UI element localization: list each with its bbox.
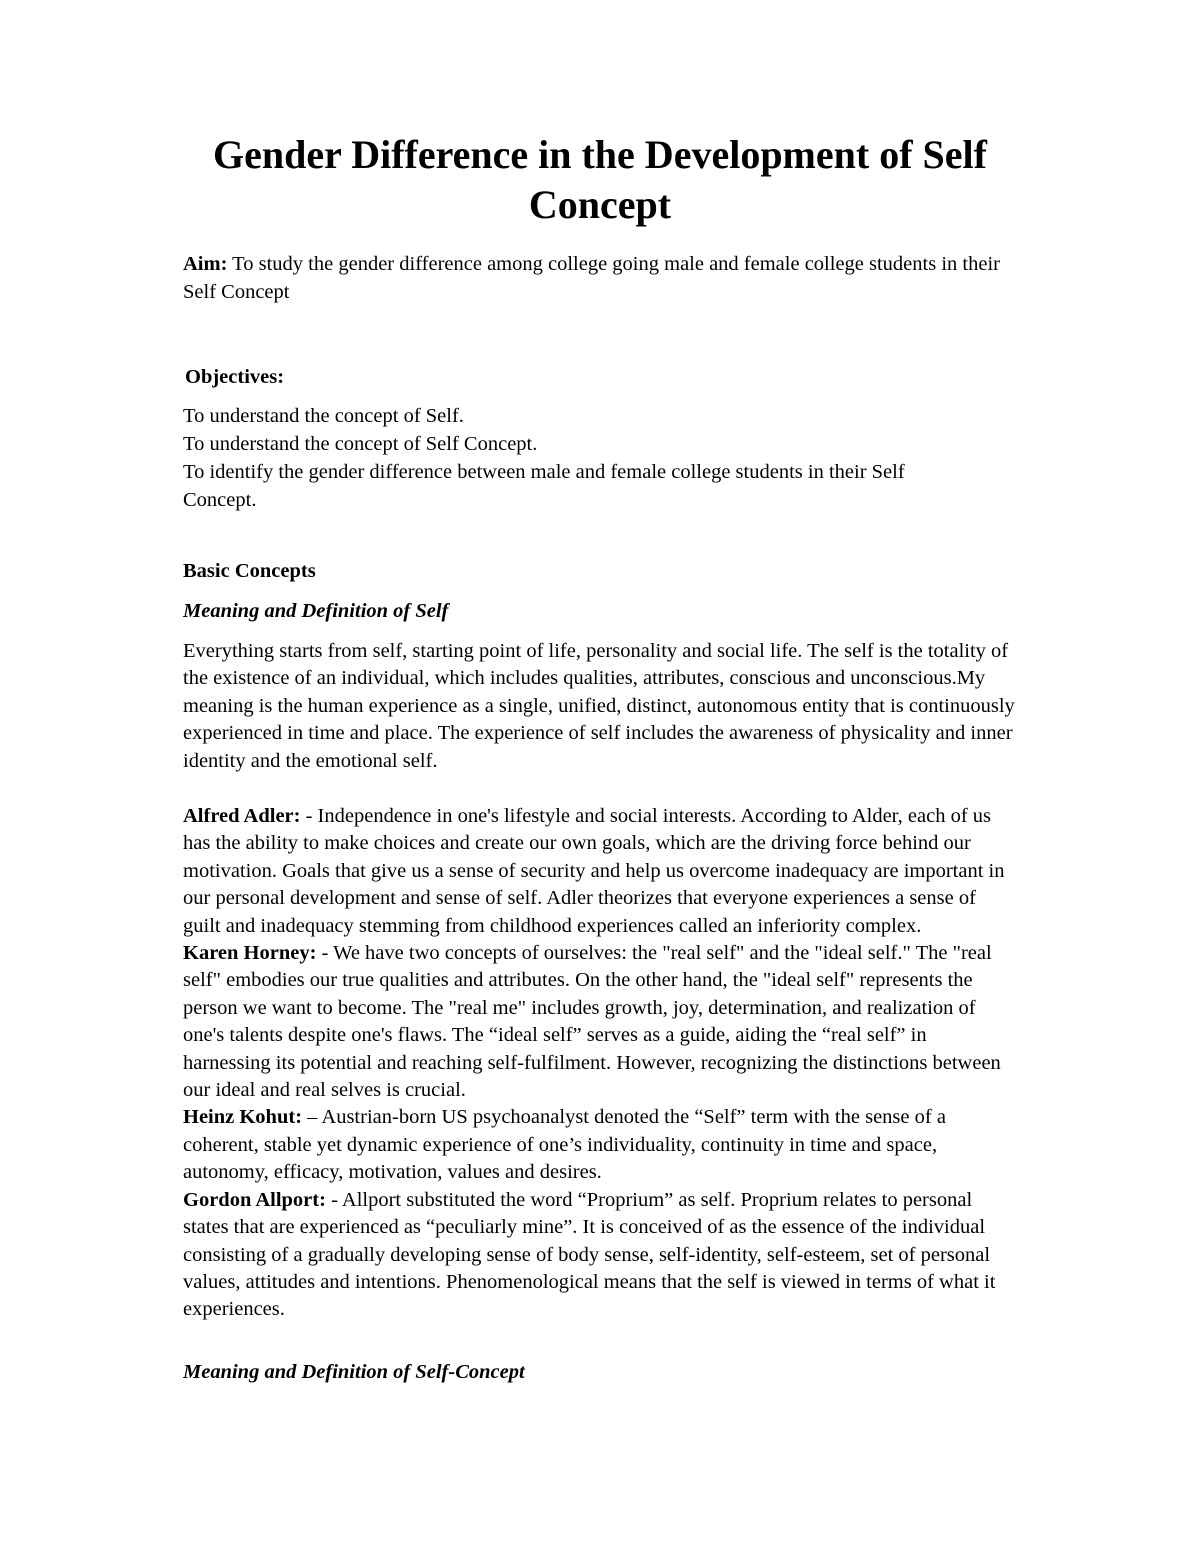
aim-paragraph [183, 250, 1013, 306]
basic-concepts-heading: Basic Concepts [183, 560, 316, 582]
objectives-list [183, 402, 983, 514]
objective-item: To understand the concept of Self Concept. [183, 433, 538, 455]
aim-label: Aim: [183, 253, 228, 275]
objective-item: To understand the concept of Self. [183, 405, 464, 427]
theorists-section [183, 803, 1018, 1324]
document-title: Gender Difference in the Development of Self Concept [213, 132, 987, 227]
theory-allport [183, 1187, 1018, 1324]
aim-text: To study the gender difference among college going male and female college students in their Self Concept [183, 253, 1000, 303]
theory-text: - We have two concepts of ourselves: the "real self" and the "ideal self." The "real self" embodies our true qualities and attributes. On the other hand, the "ideal self" represents the person we want to become. The "real me" includes growth, joy, determination, and realization of one's talents despite one's flaws. The “ideal self” serves as a guide, aiding the “real self” in harnessing its potential and reaching self-fulfilment. However, recognizing the distinctions between our ideal and real selves is crucial. [183, 942, 1001, 1102]
objectives-heading: Objectives: [185, 366, 285, 388]
theory-text: – Austrian-born US psychoanalyst denoted the “Self” term with the sense of a coherent, stable yet dynamic experience of one’s individuality, continuity in time and space, autonomy, efficacy, motivation, values and desires. [183, 1106, 946, 1184]
theorist-name: Heinz Kohut: [183, 1106, 303, 1129]
self-definition-paragraph: Everything starts from self, starting point of life, personality and social life. The self is the totality of the existence of an individual, which includes qualities, attributes, conscious and unconscious.My meaning is the human experience as a single, unified, distinct, autonomous entity that is continuously experienced in time and place. The experience of self includes the awareness of physicality and inner identity and the emotional self. [183, 640, 1015, 772]
theorist-name: Karen Horney: [183, 942, 317, 965]
theory-text: - Independence in one's lifestyle and social interests. According to Alder, each of us has the ability to make choices and create our own goals, which are the driving force behind our motivation. Goals that give us a sense of security and help us overcome inadequacy are important in our personal development and sense of self. Adler theorizes that everyone experiences a sense of guilt and inadequacy stemming from childhood experiences called an inferiority complex. [183, 805, 1005, 937]
theory-adler [183, 803, 1018, 940]
self-definition-heading: Meaning and Definition of Self [183, 600, 449, 622]
self-concept-definition-heading: Meaning and Definition of Self-Concept [183, 1361, 525, 1383]
objective-item: To identify the gender difference between male and female college students in their Self Concept. [183, 461, 905, 511]
theorist-name: Alfred Adler: [183, 805, 301, 827]
theory-horney [183, 940, 1018, 1104]
theory-text: - Allport substituted the word “Proprium” as self. Proprium relates to personal states that are experienced as “peculiarly mine”. It is conceived of as the essence of the individual consisting of a gradually developing sense of body sense, self-identity, self-esteem, set of personal values, attitudes and intentions. Phenomenological means that the self is viewed in terms of what it experiences. [183, 1188, 996, 1321]
theory-kohut [183, 1104, 1018, 1186]
theorist-name: Gordon Allport: [183, 1188, 326, 1211]
